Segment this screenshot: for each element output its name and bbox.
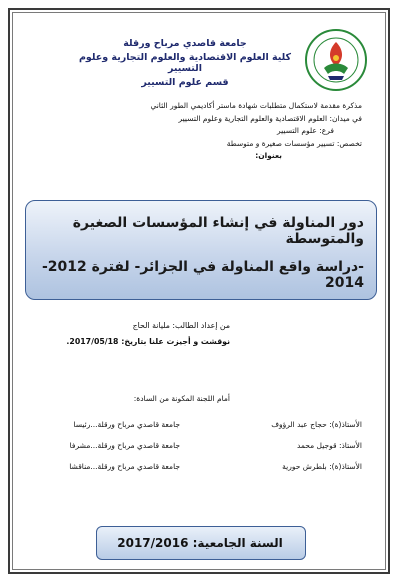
committee-member-2-role: جامعة قاصدي مرباح ورقلة...مشرفا — [69, 441, 180, 450]
committee-heading: أمام اللجنة المكونة من السادة: — [133, 394, 230, 403]
intro-line-1: مذكرة مقدمة لاستكمال متطلبات شهادة ماستر أكاديمي الطور الثاني — [150, 101, 362, 110]
intro-line-5: بعنوان: — [255, 151, 282, 160]
student-info — [20, 318, 230, 350]
university-logo — [304, 28, 368, 92]
academic-year: السنة الجامعية: 2017/2016 — [117, 536, 283, 550]
student-name: من إعداد الطالب: مليانة الحاج — [132, 321, 230, 330]
thesis-intro — [32, 100, 362, 163]
university-name: جامعة قاصدي مرباح ورقلة — [123, 38, 247, 49]
thesis-title-line-2: -دراسة واقع المناولة في الجزائر- لفترة 2012-2014 — [41, 259, 364, 291]
committee-member-2-name: الأستاذ: قوجيل محمد — [297, 441, 362, 450]
intro-line-3: فرع: علوم التسيير — [277, 126, 334, 135]
committee-member-3-name: الأستاذ(ة): بلطرش حورية — [282, 462, 362, 471]
university-header — [70, 38, 300, 91]
department-name: قسم علوم التسيير — [141, 77, 229, 88]
committee-member-1-name: الأستاذ(ة): حجاج عبد الرؤوف — [271, 420, 362, 429]
committee-member-1-role: جامعة قاصدي مرباح ورقلة...رئيسا — [73, 420, 180, 429]
committee-member-3-role: جامعة قاصدي مرباح ورقلة...مناقشا — [69, 462, 180, 471]
defense-date: نوقشت و أجيزت علنا بتاريخ: 2017/05/18. — [66, 337, 230, 346]
thesis-title-line-1: دور المناولة في إنشاء المؤسسات الصغيرة والمتوسطة — [72, 215, 364, 247]
intro-line-2: في ميدان: العلوم الاقتصادية والعلوم التجارية وعلوم التسيير — [178, 113, 362, 123]
academic-year-box — [96, 526, 306, 560]
intro-line-4: تخصص: تسيير مؤسسات صغيرة و متوسطة — [226, 138, 362, 148]
thesis-title-box — [25, 200, 377, 300]
faculty-name: كلية العلوم الاقتصادية والعلوم التجارية وعلوم التسيير — [78, 52, 292, 74]
